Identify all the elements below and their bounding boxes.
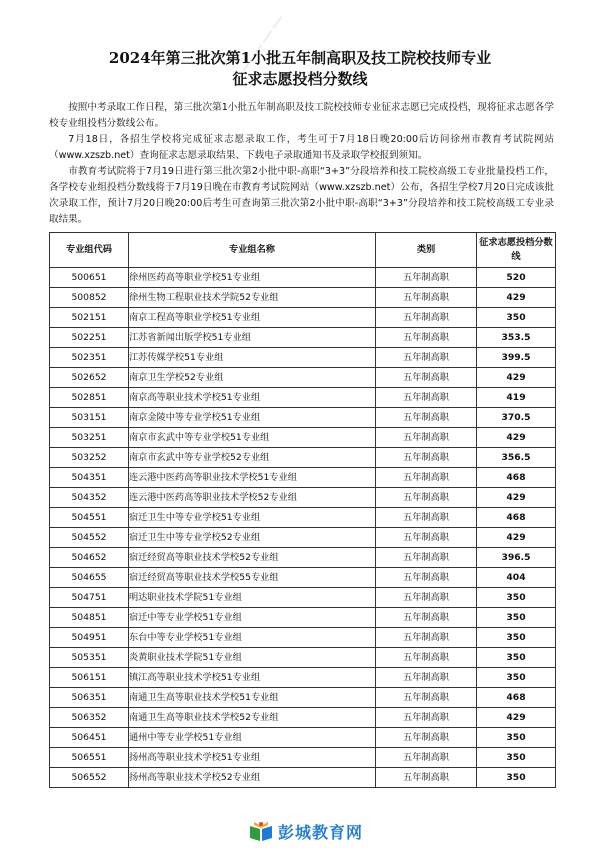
cell-category: 五年制高职 (376, 568, 477, 588)
cell-code: 506351 (50, 688, 129, 708)
table-row (50, 708, 556, 728)
table-row (50, 408, 556, 428)
cell-name: 宿迁经贸高等职业技术学校52专业组 (129, 548, 376, 568)
cell-code: 506451 (50, 728, 129, 748)
header-name: 专业组名称 (129, 233, 376, 268)
cell-category: 五年制高职 (376, 728, 477, 748)
table-row (50, 648, 556, 668)
book-logo-icon (248, 820, 274, 842)
table-row (50, 348, 556, 368)
table-row (50, 508, 556, 528)
cell-score: 350 (477, 768, 556, 788)
table-row (50, 268, 556, 288)
cell-score: 350 (477, 748, 556, 768)
cell-name: 连云港中医药高等职业技术学校51专业组 (129, 468, 376, 488)
cell-code: 504851 (50, 608, 129, 628)
cell-score: 468 (477, 508, 556, 528)
intro-paragraph: 市教育考试院将于7月19日进行第三批次第2小批中职-高职“3+3”分段培养和技工院校高级工专业批量投档工作，各学校专业组投档分数线将于7月19日晚在市教育考试院网站（www.xzszb.net）公布，各招生学校7月20日完成该批次录取工作，预计7月20日晚20:00后考生可查询第三批次第2小批中职-高职“3+3”分段培养和技工院校高级工专业录取结果。 (49, 166, 554, 225)
cell-score: 353.5 (477, 328, 556, 348)
cell-score: 350 (477, 668, 556, 688)
cell-name: 宿迁中等专业学校51专业组 (129, 608, 376, 628)
cell-score: 429 (477, 428, 556, 448)
table-header-row (50, 233, 556, 268)
cell-score: 429 (477, 488, 556, 508)
cell-code: 504655 (50, 568, 129, 588)
cell-category: 五年制高职 (376, 708, 477, 728)
table-row (50, 568, 556, 588)
cell-category: 五年制高职 (376, 468, 477, 488)
cell-category: 五年制高职 (376, 428, 477, 448)
table-row (50, 468, 556, 488)
logo-text: 彭城教育网 (278, 822, 364, 842)
cell-category: 五年制高职 (376, 668, 477, 688)
cell-name: 江苏传媒学校51专业组 (129, 348, 376, 368)
table-row (50, 768, 556, 788)
cell-score: 429 (477, 368, 556, 388)
cell-code: 502351 (50, 348, 129, 368)
cell-score: 399.5 (477, 348, 556, 368)
cell-code: 503251 (50, 428, 129, 448)
cell-code: 502251 (50, 328, 129, 348)
cell-category: 五年制高职 (376, 388, 477, 408)
cell-name: 明达职业技术学院51专业组 (129, 588, 376, 608)
intro-paragraph: 按照中考录取工作日程，第三批次第1小批五年制高职及技工院校技师专业征求志愿已完成投档，现将征求志愿各学校专业组投档分数线公布。 (49, 102, 554, 129)
table-row (50, 548, 556, 568)
cell-code: 504351 (50, 468, 129, 488)
cell-category: 五年制高职 (376, 488, 477, 508)
cell-name: 宿迁卫生中等专业学校52专业组 (129, 528, 376, 548)
cell-category: 五年制高职 (376, 288, 477, 308)
score-table (49, 232, 556, 788)
header-code: 专业组代码 (50, 233, 129, 268)
cell-name: 南京卫生学校52专业组 (129, 368, 376, 388)
cell-category: 五年制高职 (376, 628, 477, 648)
cell-code: 506151 (50, 668, 129, 688)
cell-score: 520 (477, 268, 556, 288)
header-category: 类别 (376, 233, 477, 268)
cell-category: 五年制高职 (376, 648, 477, 668)
intro-paragraph: 7月18日，各招生学校将完成征求志愿录取工作，考生可于7月18日晚20:00后访问徐州市教育考试院网站（www.xzszb.net）查询征求志愿录取结果、下载电子录取通知书及录取学校报到须知。 (49, 134, 554, 161)
cell-name: 南通卫生高等职业技术学校51专业组 (129, 688, 376, 708)
cell-score: 370.5 (477, 408, 556, 428)
cell-code: 506352 (50, 708, 129, 728)
cell-code: 504652 (50, 548, 129, 568)
cell-name: 南京金陵中等专业学校51专业组 (129, 408, 376, 428)
cell-code: 504551 (50, 508, 129, 528)
cell-score: 429 (477, 288, 556, 308)
table-row (50, 448, 556, 468)
cell-code: 504951 (50, 628, 129, 648)
cell-category: 五年制高职 (376, 368, 477, 388)
cell-name: 南京市玄武中等专业学校51专业组 (129, 428, 376, 448)
cell-name: 江苏省新闻出版学校51专业组 (129, 328, 376, 348)
cell-code: 500852 (50, 288, 129, 308)
table-row (50, 428, 556, 448)
table-row (50, 588, 556, 608)
cell-category: 五年制高职 (376, 748, 477, 768)
cell-category: 五年制高职 (376, 448, 477, 468)
table-row (50, 388, 556, 408)
cell-name: 南京工程高等职业学校51专业组 (129, 308, 376, 328)
table-row (50, 688, 556, 708)
cell-category: 五年制高职 (376, 268, 477, 288)
cell-name: 宿迁卫生中等专业学校51专业组 (129, 508, 376, 528)
watermark: ──── (234, 7, 295, 78)
title-line-2: 征求志愿投档分数线 (232, 70, 368, 88)
cell-name: 扬州高等职业技术学校52专业组 (129, 768, 376, 788)
table-row (50, 488, 556, 508)
cell-code: 503252 (50, 448, 129, 468)
cell-code: 506552 (50, 768, 129, 788)
cell-code: 502851 (50, 388, 129, 408)
table-row (50, 668, 556, 688)
cell-category: 五年制高职 (376, 308, 477, 328)
cell-category: 五年制高职 (376, 328, 477, 348)
cell-code: 500651 (50, 268, 129, 288)
cell-score: 429 (477, 528, 556, 548)
header-score: 征求志愿投档分数线 (477, 233, 556, 268)
table-row (50, 608, 556, 628)
title-line-1: 2024年第三批次第1小批五年制高职及技工院校技师专业 (108, 49, 492, 67)
page-title (0, 48, 600, 90)
table-row (50, 288, 556, 308)
cell-name: 扬州高等职业技术学校51专业组 (129, 748, 376, 768)
cell-name: 宿迁经贸高等职业技术学校55专业组 (129, 568, 376, 588)
cell-score: 404 (477, 568, 556, 588)
cell-code: 504751 (50, 588, 129, 608)
site-logo (248, 819, 363, 843)
cell-name: 徐州医药高等职业学校51专业组 (129, 268, 376, 288)
table-row (50, 308, 556, 328)
cell-category: 五年制高职 (376, 588, 477, 608)
cell-name: 南京市玄武中等专业学校52专业组 (129, 448, 376, 468)
cell-category: 五年制高职 (376, 548, 477, 568)
cell-code: 506551 (50, 748, 129, 768)
table-row (50, 728, 556, 748)
cell-category: 五年制高职 (376, 688, 477, 708)
cell-name: 东台中等专业学校51专业组 (129, 628, 376, 648)
cell-score: 468 (477, 468, 556, 488)
table-row (50, 328, 556, 348)
cell-score: 350 (477, 588, 556, 608)
cell-score: 468 (477, 688, 556, 708)
cell-code: 502652 (50, 368, 129, 388)
cell-code: 504552 (50, 528, 129, 548)
cell-category: 五年制高职 (376, 768, 477, 788)
cell-category: 五年制高职 (376, 408, 477, 428)
cell-name: 连云港中医药高等职业技术学校52专业组 (129, 488, 376, 508)
cell-name: 南京高等职业技术学校51专业组 (129, 388, 376, 408)
table-row (50, 368, 556, 388)
cell-score: 350 (477, 628, 556, 648)
cell-category: 五年制高职 (376, 608, 477, 628)
cell-score: 350 (477, 728, 556, 748)
cell-score: 350 (477, 608, 556, 628)
cell-score: 350 (477, 648, 556, 668)
cell-score: 419 (477, 388, 556, 408)
cell-score: 429 (477, 708, 556, 728)
cell-category: 五年制高职 (376, 508, 477, 528)
cell-code: 502151 (50, 308, 129, 328)
table-row (50, 748, 556, 768)
cell-score: 350 (477, 308, 556, 328)
table-row (50, 628, 556, 648)
cell-score: 396.5 (477, 548, 556, 568)
cell-name: 通州中等专业学校51专业组 (129, 728, 376, 748)
cell-code: 503151 (50, 408, 129, 428)
cell-score: 356.5 (477, 448, 556, 468)
cell-code: 504352 (50, 488, 129, 508)
cell-name: 镇江高等职业技术学校51专业组 (129, 668, 376, 688)
cell-name: 炎黄职业技术学院51专业组 (129, 648, 376, 668)
cell-category: 五年制高职 (376, 348, 477, 368)
cell-code: 505351 (50, 648, 129, 668)
intro-text (49, 100, 554, 228)
cell-name: 徐州生物工程职业技术学院52专业组 (129, 288, 376, 308)
cell-name: 南通卫生高等职业技术学校52专业组 (129, 708, 376, 728)
table-row (50, 528, 556, 548)
cell-category: 五年制高职 (376, 528, 477, 548)
